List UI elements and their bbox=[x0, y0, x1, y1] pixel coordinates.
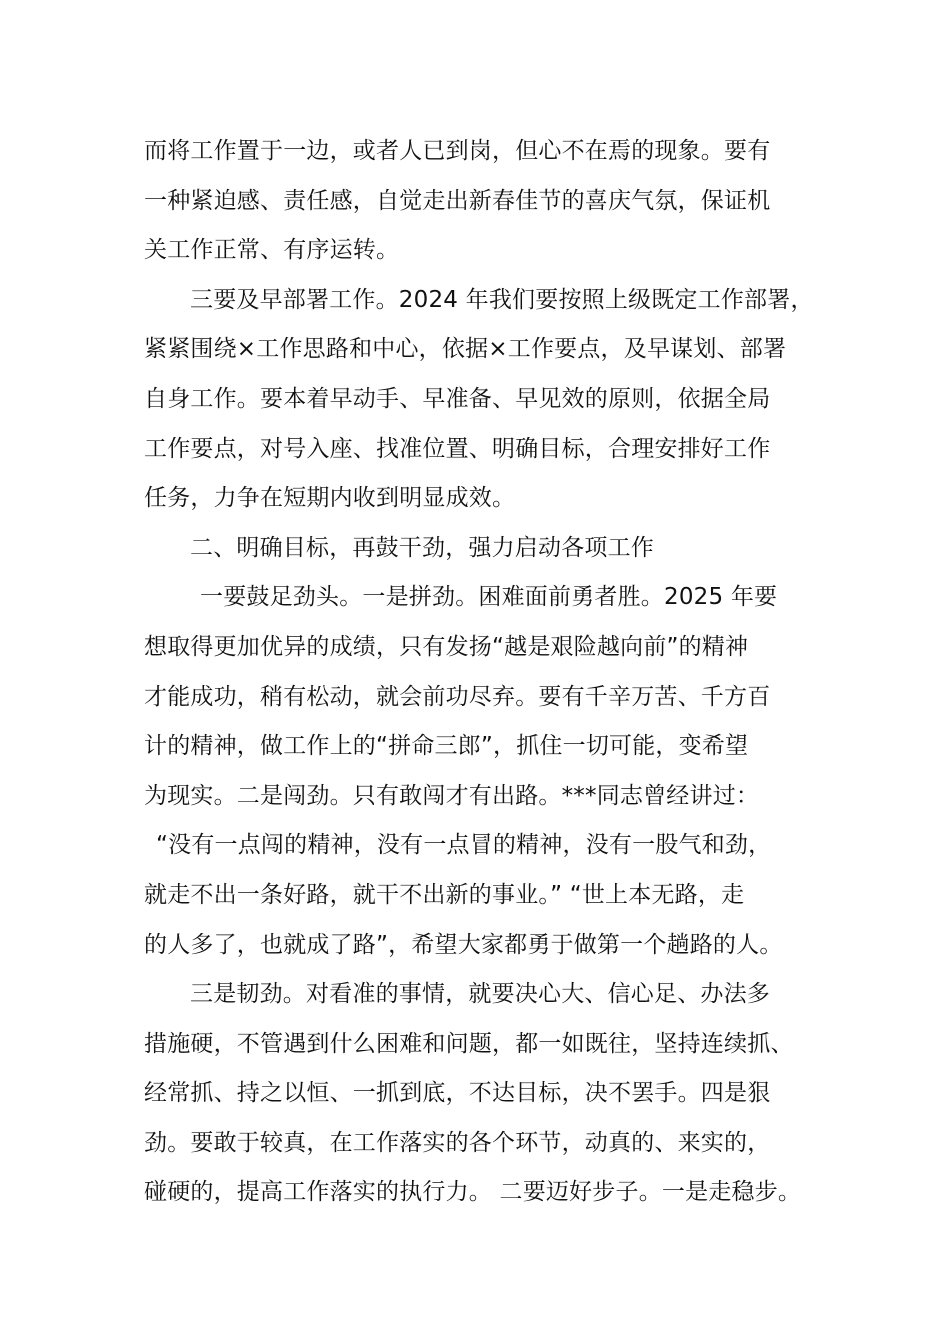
text-line: 工作要点，对号入座、找准位置、明确目标，合理安排好工作 bbox=[144, 435, 771, 462]
text-line: 才能成功，稍有松动，就会前功尽弃。要有千辛万苦、千方百 bbox=[144, 683, 771, 710]
text-line: 任务，力争在短期内收到明显成效。 bbox=[144, 485, 516, 512]
text-line: 经常抓、持之以恒、一抓到底，不达目标，决不罢手。四是狠 bbox=[144, 1080, 771, 1107]
text-line: 就走不出一条好路，就干不出新的事业。” “世上本无路，走 bbox=[144, 881, 745, 908]
text-line: “没有一点闯的精神，没有一点冒的精神，没有一股气和劲， bbox=[156, 832, 772, 859]
text-line: 措施硬，不管遇到什么困难和问题，都一如既往，坚持连续抓、 bbox=[144, 1030, 794, 1057]
text-line: 三是韧劲。对看准的事情，就要决心大、信心足、办法多 bbox=[190, 981, 770, 1008]
text-line: 自身工作。要本着早动手、早准备、早见效的原则，依据全局 bbox=[144, 385, 771, 412]
text-line: 劲。要敢于较真，在工作落实的各个环节，动真的、来实的， bbox=[144, 1129, 771, 1156]
text-line: 三要及早部署工作。2024 年我们要按照上级既定工作部署， bbox=[190, 286, 814, 313]
text-line: 一要鼓足劲头。一是拼劲。困难面前勇者胜。2025 年要 bbox=[200, 584, 778, 611]
text-line: 碰硬的，提高工作落实的执行力。 二要迈好步子。一是走稳步。 bbox=[144, 1179, 802, 1206]
text-line: 紧紧围绕×工作思路和中心，依据×工作要点，及早谋划、部署 bbox=[144, 336, 787, 363]
text-line: 而将工作置于一边，或者人已到岗，但心不在焉的现象。要有 bbox=[144, 138, 771, 164]
text-line: 计的精神，做工作上的“拼命三郎”，抓住一切可能，变希望 bbox=[144, 733, 749, 760]
text-line: 的人多了，也就成了路”，希望大家都勇于做第一个趟路的人。 bbox=[144, 931, 783, 958]
text-line: 二、明确目标，再鼓干劲，强力启动各项工作 bbox=[190, 534, 654, 561]
text-line: 想取得更加优异的成绩，只有发扬“越是艰险越向前”的精神 bbox=[144, 633, 749, 660]
text-line: 关工作正常、有序运转。 bbox=[144, 237, 400, 264]
text-line: 为现实。二是闯劲。只有敢闯才有出路。***同志曾经讲过： bbox=[144, 782, 760, 809]
text-line: 一种紧迫感、责任感，自觉走出新春佳节的喜庆气氛，保证机 bbox=[144, 187, 771, 214]
document-body bbox=[144, 127, 834, 1218]
